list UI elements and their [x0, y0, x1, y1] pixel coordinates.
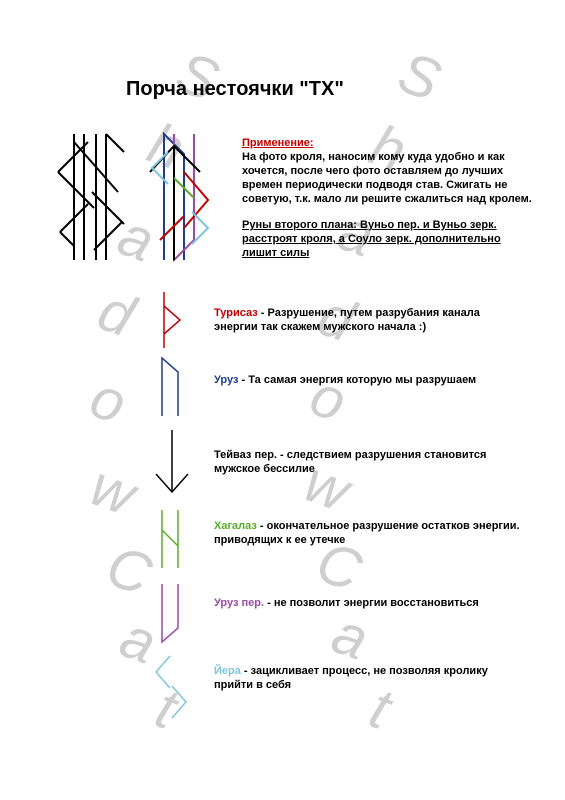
watermark-letter-right: d	[310, 282, 363, 355]
rune-text-uruz: - Та самая энергия которую мы разрушаем	[238, 374, 477, 386]
watermark-letter-left: t	[147, 675, 185, 742]
watermark-letter-right: h	[362, 112, 415, 185]
watermark-letter-left: d	[90, 277, 143, 350]
thurisaz-rune-icon	[150, 290, 190, 350]
watermark-letter-right: t	[361, 675, 399, 742]
stave-colored-icon	[140, 132, 220, 262]
rune-text-teiwaz: - следствием разрушения становится мужское бессилие	[214, 449, 487, 475]
watermark-letter-left: h	[140, 110, 193, 183]
stave-black-icon	[52, 132, 132, 262]
stave-black	[52, 132, 132, 262]
watermark-letter-right: a	[330, 197, 383, 270]
rune-name-uruz-reversed: Уруз пер.	[214, 597, 265, 609]
intro-heading: Применение:	[242, 137, 314, 149]
watermark-letter-left: a	[110, 202, 163, 275]
watermark-letter-right: S	[390, 39, 449, 114]
rune-desc-jera	[214, 664, 524, 692]
watermark-letter-left: a	[112, 604, 165, 677]
uruz-reversed-rune-icon	[150, 582, 190, 644]
page-title: Порча нестоячки "ТХ"	[126, 78, 344, 100]
watermark-letter-right: C	[308, 528, 370, 605]
teiwaz-reversed-rune-icon	[150, 428, 190, 494]
watermark-letter-left: C	[98, 532, 160, 609]
jera-rune-icon	[150, 654, 194, 720]
rune-name-teiwaz: Тейваз пер.	[214, 449, 277, 461]
rune-name-hagalaz: Хагалаз	[214, 520, 257, 532]
rune-text-hagalaz: - окончательное разрушение остатков энергии. приводящих к ее утечке	[214, 520, 520, 546]
rune-desc-uruz	[214, 373, 524, 387]
rune-desc-teiwaz	[214, 448, 524, 476]
watermark-letter-left: w	[82, 452, 144, 529]
rune-text-uruz-reversed: - не позволит энергии восстановиться	[264, 597, 479, 609]
rune-name-jera: Йера	[214, 665, 241, 677]
rune-desc-thurisaz	[214, 306, 524, 334]
rune-desc-uruz-reversed	[214, 596, 524, 610]
watermark-letter-left: o	[82, 364, 135, 437]
intro-runes-second-plan: Руны второго плана: Вуньо пер. и Вуньо зерк. расстроят кроля, а Соуло зерк. дополнительно лишит силы	[242, 219, 501, 259]
rune-text-jera: - зацикливает процесс, не позволяя кролику прийти в себя	[214, 665, 488, 691]
intro-section	[242, 136, 532, 260]
rune-desc-hagalaz	[214, 519, 524, 547]
intro-text: На фото кроля, наносим кому куда удобно и как хочется, после чего фото оставляем до лучших времен периодически подводя став. Сжигать не советую, т.к. мало ли решите сжалиться над кролем.	[242, 151, 532, 205]
rune-text-thurisaz: - Разрушение, путем разрубания канала энергии так скажем мужского начала :)	[214, 307, 480, 333]
watermark-letter-right: w	[296, 448, 358, 525]
stave-colored	[140, 132, 220, 262]
hagalaz-rune-icon	[150, 508, 190, 570]
watermark-letter-right: o	[302, 362, 355, 435]
uruz-rune-icon	[150, 356, 190, 418]
watermark-letter-right: a	[324, 600, 377, 673]
rune-name-thurisaz: Турисаз	[214, 307, 258, 319]
watermark-letter-left: S	[168, 39, 227, 114]
rune-name-uruz: Уруз	[214, 374, 239, 386]
